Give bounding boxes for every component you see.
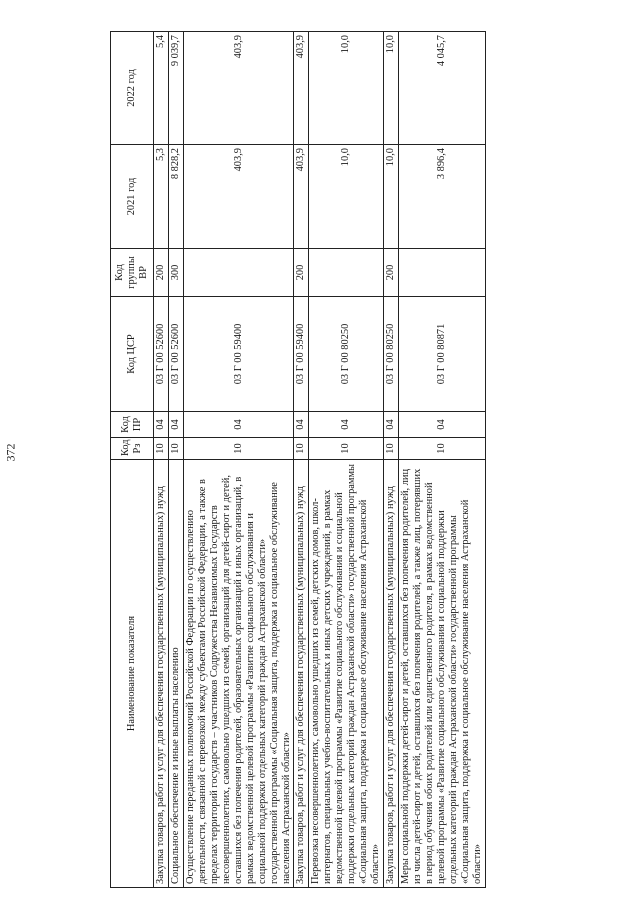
table-header-row	[111, 32, 154, 888]
cell-vr: 300	[168, 249, 183, 297]
cell-2021: 10,0	[309, 145, 384, 249]
table-row	[183, 32, 294, 888]
cell-vr: 200	[154, 249, 169, 297]
cell-csr: 03 Г 00 80871	[399, 297, 486, 412]
cell-vr	[399, 249, 486, 297]
cell-name: Закупка товаров, работ и услуг для обеспечения государственных (муниципальных) нужд	[384, 460, 399, 888]
cell-2021: 5,3	[154, 145, 169, 249]
cell-pr: 04	[399, 412, 486, 438]
cell-rz: 10	[384, 438, 399, 460]
header-2022: 2022 год	[111, 32, 154, 145]
cell-2021: 403,9	[183, 145, 294, 249]
cell-vr	[183, 249, 294, 297]
cell-2022: 4 045,7	[399, 32, 486, 145]
header-vr: Код группы ВР	[111, 249, 154, 297]
cell-2022: 5,4	[154, 32, 169, 145]
cell-name: Социальное обеспечение и иные выплаты населению	[168, 460, 183, 888]
cell-csr: 03 Г 00 52600	[168, 297, 183, 412]
header-pr: Код ПР	[111, 412, 154, 438]
cell-vr: 200	[294, 249, 309, 297]
table-row	[294, 32, 309, 888]
cell-csr: 03 Г 00 52600	[154, 297, 169, 412]
cell-pr: 04	[309, 412, 384, 438]
cell-name: Меры социальной поддержки детей-сирот и детей, оставшихся без попечения родителей, лиц из числа детей-сирот и детей, оставшихся без попечения родителей, а также лиц, потерявших в период обучения обоих родителей или единственного родителя, в рамках ведомственной целевой программы «Развитие социального обслуживания и социальной поддержки отдельных категорий граждан Астраханской области» государственной программы «Социальная защита, поддержка и социальное обслуживание населения Астраханской области»	[399, 460, 486, 888]
header-rz: Код Рз	[111, 438, 154, 460]
cell-2022: 9 039,7	[168, 32, 183, 145]
cell-pr: 04	[168, 412, 183, 438]
page-number-text: 372	[3, 443, 18, 462]
cell-2021: 403,9	[294, 145, 309, 249]
cell-csr: 03 Г 00 80250	[384, 297, 399, 412]
cell-pr: 04	[183, 412, 294, 438]
cell-rz: 10	[183, 438, 294, 460]
header-csr: Код ЦСР	[111, 297, 154, 412]
cell-2022: 10,0	[384, 32, 399, 145]
page-number	[0, 0, 22, 905]
rotated-page-content	[110, 32, 637, 888]
cell-csr: 03 Г 00 59400	[183, 297, 294, 412]
cell-vr: 200	[384, 249, 399, 297]
header-name: Наименование показателя	[111, 460, 154, 888]
cell-rz: 10	[309, 438, 384, 460]
cell-2022: 403,9	[183, 32, 294, 145]
table-row	[154, 32, 169, 888]
cell-csr: 03 Г 00 80250	[309, 297, 384, 412]
cell-2022: 403,9	[294, 32, 309, 145]
table-row	[309, 32, 384, 888]
table-row	[384, 32, 399, 888]
cell-pr: 04	[154, 412, 169, 438]
cell-pr: 04	[294, 412, 309, 438]
budget-table	[110, 31, 486, 888]
cell-2021: 8 828,2	[168, 145, 183, 249]
cell-name: Закупка товаров, работ и услуг для обеспечения государственных (муниципальных) нужд	[294, 460, 309, 888]
rotated-table-frame	[110, 32, 637, 888]
cell-rz: 10	[399, 438, 486, 460]
cell-vr	[309, 249, 384, 297]
cell-csr: 03 Г 00 59400	[294, 297, 309, 412]
cell-name: Осуществление переданных полномочий Российской Федерации по осуществлению деятельности, связанной с перевозкой между субъектами Российской Федерации, а также в пределах территорий государств – участников Содружества Независимых Государств несовершеннолетних, самовольно ушедших из семей, организаций для детей-сирот и детей, оставшихся без попечения родителей, образовательных организаций и иных организаций, в рамках ведомственной целевой программы «Развитие социального обслуживания и социальной поддержки отдельных категорий граждан Астраханской области» государственной программы «Социальная защита, поддержка и социальное обслуживание населения Астраханской области»	[183, 460, 294, 888]
cell-pr: 04	[384, 412, 399, 438]
table-row	[168, 32, 183, 888]
cell-2021: 3 896,4	[399, 145, 486, 249]
cell-name: Закупка товаров, работ и услуг для обеспечения государственных (муниципальных) нужд	[154, 460, 169, 888]
cell-2022: 10,0	[309, 32, 384, 145]
cell-rz: 10	[168, 438, 183, 460]
header-2021: 2021 год	[111, 145, 154, 249]
table-row	[399, 32, 486, 888]
cell-2021: 10,0	[384, 145, 399, 249]
cell-name: Перевозка несовершеннолетних, самовольно ушедших из семей, детских домов, школ-интернатов, специальных учебно-воспитательных и иных детских учреждений, в рамках ведомственной целевой программы «Развитие социального обслуживания и социальной поддержки отдельных категорий граждан Астраханской области» государственной программы «Социальная защита, поддержка и социальное обслуживание населения Астраханской области»	[309, 460, 384, 888]
cell-rz: 10	[154, 438, 169, 460]
cell-rz: 10	[294, 438, 309, 460]
